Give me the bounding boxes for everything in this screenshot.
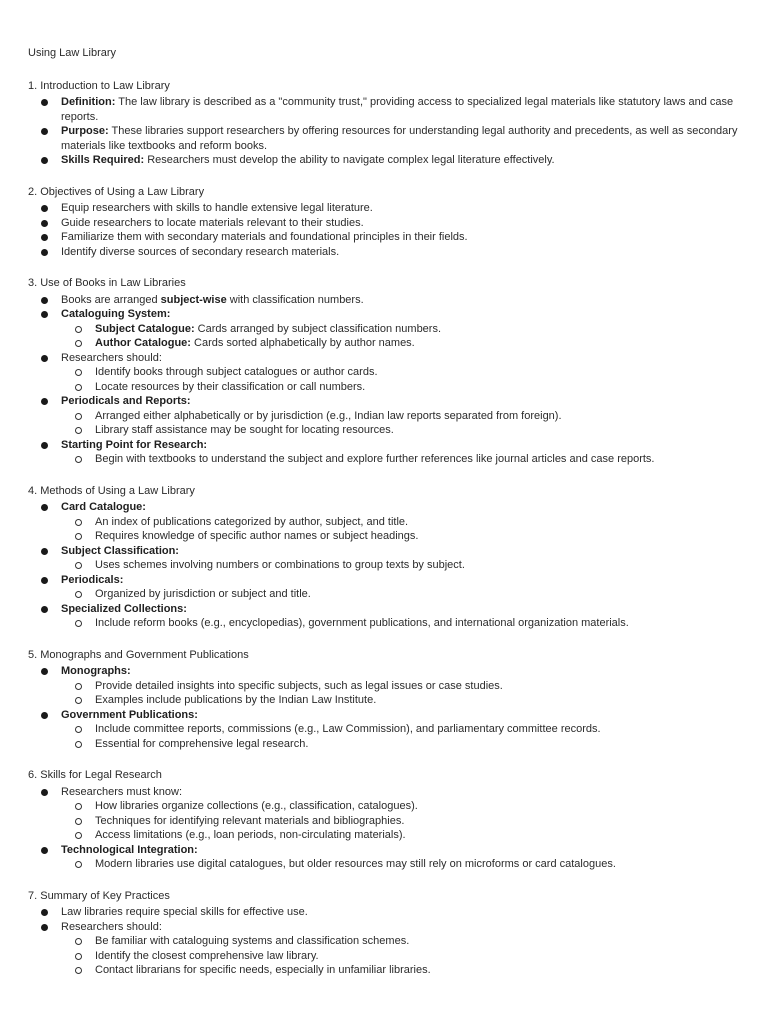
list-item (61, 124, 740, 153)
item-text: Familiarize them with secondary materials and foundational principles in their fields. (61, 231, 468, 243)
sub-list-item (95, 963, 740, 978)
sub-bullet-list (61, 558, 740, 573)
item-text: with classification numbers. (226, 293, 364, 306)
item-label: Periodicals and Reports: (61, 395, 191, 407)
list-item (61, 664, 740, 708)
bullet-list (28, 785, 740, 872)
item-label: Starting Point for Research: (61, 438, 208, 451)
sub-list-item (95, 693, 740, 708)
item-label: Subject Classification: (61, 544, 179, 557)
item-text: Library staff assistance may be sought for locating resources. (95, 424, 394, 436)
sub-list-item (95, 737, 740, 752)
bullet-list (28, 95, 740, 168)
sub-list-item (95, 934, 740, 949)
sub-list-item (95, 529, 740, 544)
item-text: Cards arranged by subject classification numbers. (194, 322, 442, 335)
sub-list-item (95, 828, 740, 843)
item-text: Researchers should: (61, 920, 162, 933)
item-text: Modern libraries use digital catalogues, but older resources may still rely on microforms or card catalogues. (95, 858, 616, 870)
sub-bullet-list (61, 857, 740, 872)
section-7 (28, 889, 740, 978)
section-1 (28, 79, 740, 168)
sub-bullet-list (61, 322, 740, 351)
list-item (61, 500, 740, 544)
list-item (61, 245, 740, 260)
item-label: subject-wise (160, 293, 227, 306)
sub-bullet-list (61, 452, 740, 467)
bullet-list (28, 500, 740, 631)
section-4 (28, 484, 740, 631)
section-heading: 7. Summary of Key Practices (28, 889, 170, 902)
item-label: Author Catalogue: (95, 337, 191, 349)
item-label: Card Catalogue: (61, 501, 146, 513)
item-text: Begin with textbooks to understand the subject and explore further references like journal articles and case reports. (95, 453, 655, 465)
list-item (61, 95, 740, 124)
list-item (61, 708, 740, 752)
item-text: An index of publications categorized by author, subject, and title. (95, 515, 409, 528)
sub-list-item (95, 679, 740, 694)
item-text: Organized by jurisdiction or subject and title. (95, 588, 311, 600)
section-heading: 6. Skills for Legal Research (28, 769, 162, 781)
section-5 (28, 648, 740, 752)
bullet-list (28, 905, 740, 978)
sub-list-item (95, 558, 740, 573)
item-text: Contact librarians for specific needs, especially in unfamiliar libraries. (95, 964, 431, 976)
item-label: Periodicals: (61, 573, 124, 586)
item-text: Researchers must know: (61, 785, 183, 798)
sub-list-item (95, 409, 740, 424)
section-heading: 4. Methods of Using a Law Library (28, 484, 195, 497)
list-item (61, 307, 740, 351)
section-3 (28, 276, 740, 467)
document-title: Using Law Library (28, 47, 117, 59)
sub-list-item (95, 452, 740, 467)
list-item (61, 153, 740, 168)
section-heading: 5. Monographs and Government Publications (28, 648, 249, 661)
item-text: Examples include publications by the Indian Law Institute. (95, 694, 377, 706)
item-text: Researchers should: (61, 351, 162, 364)
list-item (61, 544, 740, 573)
item-text: Requires knowledge of specific author names or subject headings. (95, 530, 419, 542)
item-text: These libraries support researchers by offering resources for understanding legal authority and precedents, as well as secondary materials like textbooks and reform books. (61, 125, 738, 152)
list-item (61, 216, 740, 231)
list-item (61, 438, 740, 467)
item-text: Techniques for identifying relevant materials and bibliographies. (95, 814, 405, 827)
sub-list-item (95, 587, 740, 602)
list-item (61, 230, 740, 245)
list-item (61, 602, 740, 631)
bullet-list (28, 201, 740, 259)
sub-list-item (95, 616, 740, 631)
item-text: Essential for comprehensive legal research. (95, 737, 309, 750)
bullet-list (28, 664, 740, 751)
item-text: Provide detailed insights into specific subjects, such as legal issues or case studies. (95, 679, 503, 692)
sub-list-item (95, 423, 740, 438)
item-text: Cards sorted alphabetically by author names. (190, 337, 415, 349)
item-text: Guide researchers to locate materials relevant to their studies. (61, 216, 364, 229)
sub-bullet-list (61, 799, 740, 843)
sub-list-item (95, 949, 740, 964)
sub-bullet-list (61, 616, 740, 631)
document-body (28, 46, 740, 995)
sub-list-item (95, 515, 740, 530)
item-text: Be familiar with cataloguing systems and classification schemes. (95, 935, 410, 947)
sub-bullet-list (61, 722, 740, 751)
bullet-list (28, 293, 740, 467)
sections-container (28, 79, 740, 978)
sub-list-item (95, 814, 740, 829)
item-text: The law library is described as a "community trust," providing access to specialized legal materials like statutory laws and case reports. (61, 96, 734, 123)
item-text: Law libraries require special skills for effective use. (61, 906, 308, 918)
item-label: Monographs: (61, 665, 131, 677)
item-label: Purpose: (61, 125, 109, 137)
sub-list-item (95, 722, 740, 737)
sub-list-item (95, 336, 740, 351)
item-label: Technological Integration: (61, 843, 198, 856)
item-text: Identify diverse sources of secondary research materials. (61, 245, 340, 258)
item-label: Cataloguing System: (61, 308, 171, 320)
list-item (61, 351, 740, 395)
list-item (61, 573, 740, 602)
list-item (61, 293, 740, 308)
item-text: Identify books through subject catalogues or author cards. (95, 366, 378, 378)
sub-bullet-list (61, 934, 740, 978)
section-6 (28, 768, 740, 872)
item-text: Include reform books (e.g., encyclopedias), government publications, and international organization materials. (95, 617, 629, 629)
sub-list-item (95, 799, 740, 814)
item-text: Equip researchers with skills to handle extensive legal literature. (61, 202, 373, 214)
sub-bullet-list (61, 409, 740, 438)
item-label: Government Publications: (61, 708, 198, 721)
item-text: How libraries organize collections (e.g., classification, catalogues). (95, 800, 418, 812)
list-item (61, 394, 740, 438)
list-item (61, 920, 740, 978)
list-item (61, 201, 740, 216)
section-heading: 2. Objectives of Using a Law Library (28, 185, 205, 198)
item-text: Identify the closest comprehensive law library. (95, 949, 319, 962)
item-label: Subject Catalogue: (95, 322, 195, 335)
sub-list-item (95, 857, 740, 872)
sub-bullet-list (61, 587, 740, 602)
sub-list-item (95, 365, 740, 380)
sub-bullet-list (61, 365, 740, 394)
item-text: Uses schemes involving numbers or combinations to group texts by subject. (95, 559, 465, 571)
sub-list-item (95, 322, 740, 337)
item-text: Books are arranged (61, 293, 161, 306)
list-item (61, 843, 740, 872)
sub-bullet-list (61, 679, 740, 708)
sub-list-item (95, 380, 740, 395)
item-label: Skills Required: (61, 154, 145, 166)
item-text: Access limitations (e.g., loan periods, non-circulating materials). (95, 829, 406, 841)
item-label: Definition: (61, 96, 116, 108)
sub-bullet-list (61, 515, 740, 544)
list-item (61, 785, 740, 843)
item-text: Include committee reports, commissions (e.g., Law Commission), and parliamentary committee records. (95, 723, 601, 735)
item-text: Locate resources by their classification or call numbers. (95, 380, 366, 393)
item-label: Specialized Collections: (61, 602, 187, 615)
item-text: Arranged either alphabetically or by jurisdiction (e.g., Indian law reports separated from foreign). (95, 409, 562, 422)
section-2 (28, 185, 740, 260)
list-item (61, 905, 740, 920)
section-heading: 3. Use of Books in Law Libraries (28, 277, 186, 289)
item-text: Researchers must develop the ability to navigate complex legal literature effectively. (144, 154, 555, 166)
section-heading: 1. Introduction to Law Library (28, 79, 170, 92)
